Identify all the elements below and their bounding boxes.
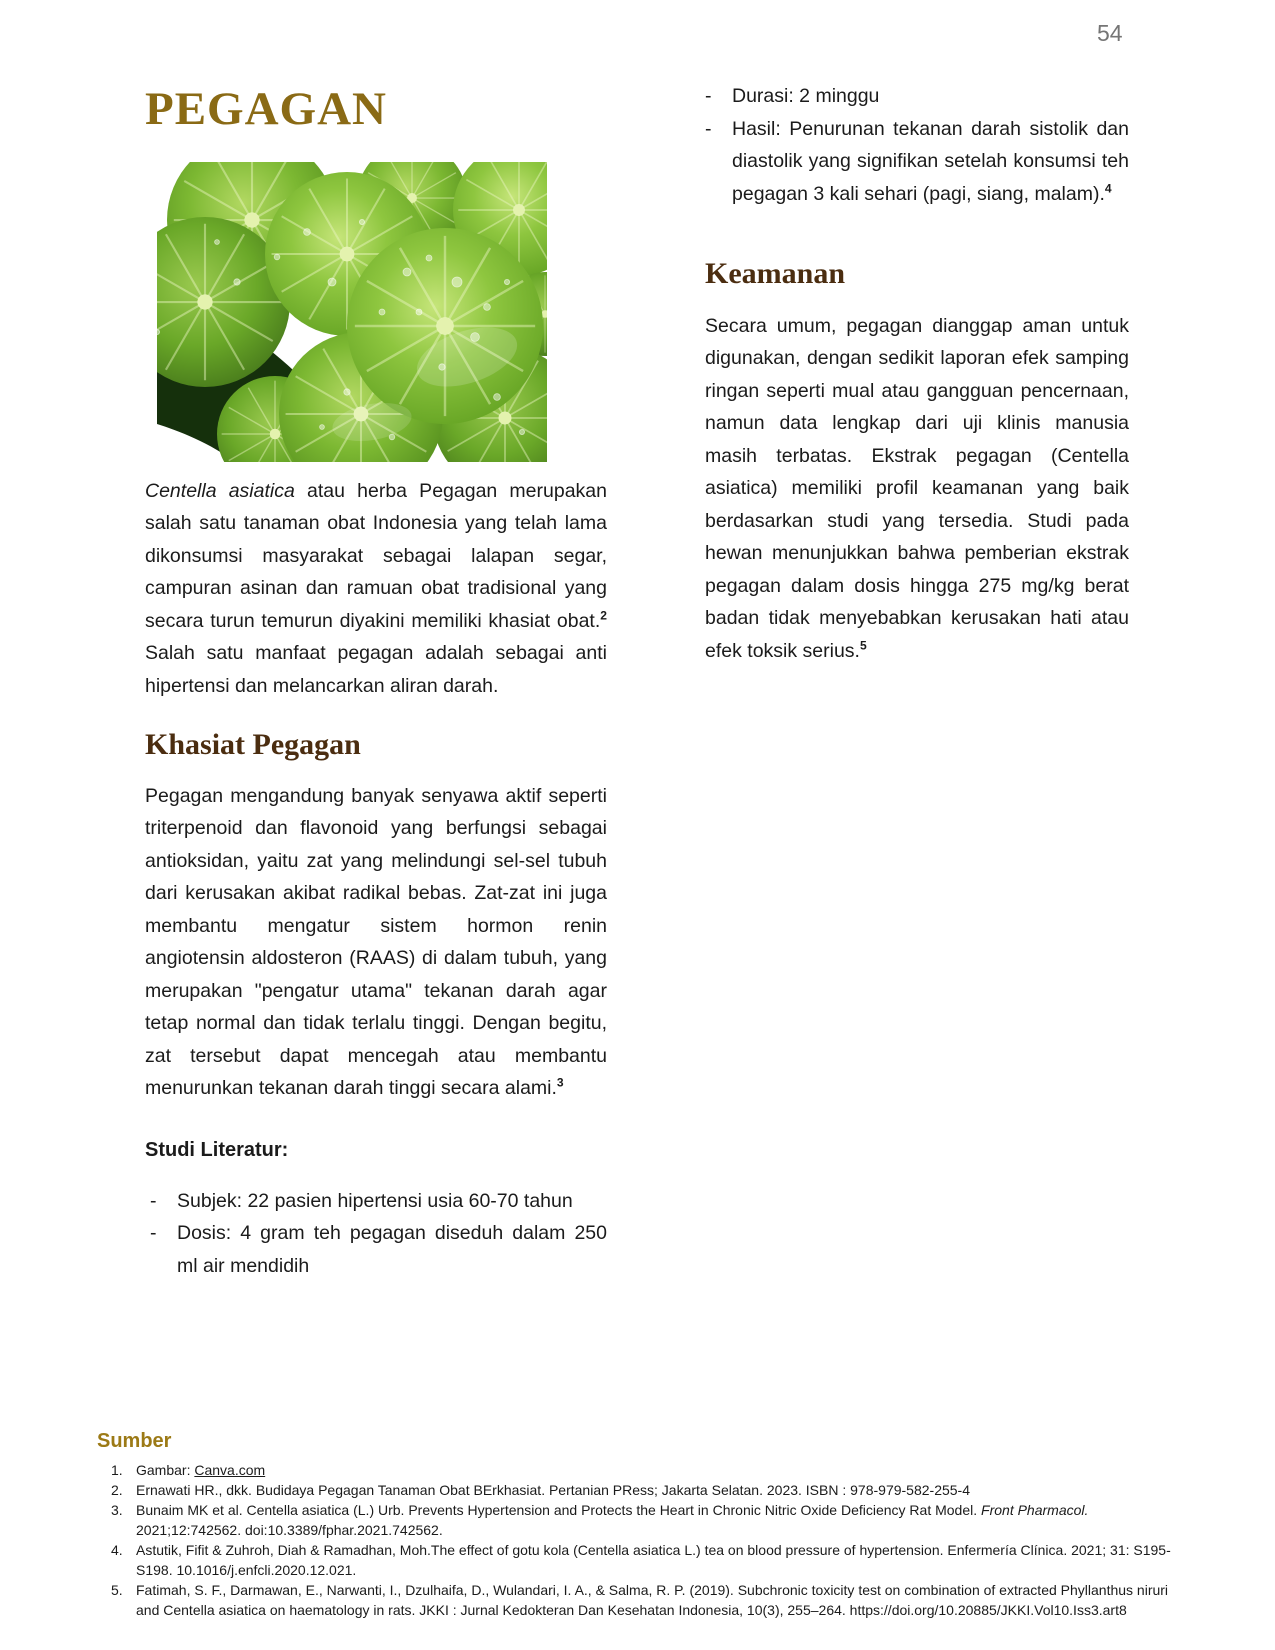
list-item-text: Hasil: Penurunan tekanan darah sistolik dan diastolik yang signifikan setelah konsumsi teh pegagan 3 kali sehari (pagi, siang, malam).$^4$ [732, 117, 1129, 205]
footnote-ref-4: 4 [1104, 181, 1112, 195]
hasil-list [705, 80, 1129, 210]
dash-bullet: - [705, 85, 712, 107]
intro-text-a: atau herba Pegagan merupakan salah satu tanaman obat Indonesia yang telah lama dikonsumsi masyarakat sebagai lalapan segar, campuran asinan dan ramuan obat tradisional yang secara turun temurun diyakini memiliki khasiat obat. [145, 479, 607, 632]
list-item [705, 113, 1129, 211]
page-title: PEGAGAN [145, 83, 387, 135]
keamanan-paragraph [705, 310, 1129, 668]
list-item [705, 80, 1129, 113]
heading-studi-literatur: Studi Literatur: [145, 1138, 289, 1161]
heading-khasiat: Khasiat Pegagan [145, 728, 361, 762]
dash-bullet: - [705, 117, 712, 140]
source-item [97, 1460, 1182, 1480]
source-number: 2. [111, 1482, 123, 1498]
intro-text-b: Salah satu manfaat pegagan adalah sebagai anti hipertensi dan melancarkan aliran darah. [145, 642, 607, 697]
dash-bullet: - [150, 1222, 157, 1245]
source-text: Bunaim MK et al. Centella asiatica (L.) Urb. Prevents Hypertension and Protects the Heart in Chronic Nitric Oxide Deficiency Rat Model. Front Pharmacol. 2021;12:742562. doi:10.3389/fphar.2021.742562. [136, 1502, 1089, 1538]
pegagan-leaves-image [157, 162, 547, 462]
list-item-text: Subjek: 22 pasien hipertensi usia 60-70 tahun [177, 1189, 573, 1212]
source-number: 3. [111, 1502, 123, 1518]
list-item-text: Durasi: 2 minggu [732, 85, 880, 107]
left-column [145, 84, 607, 1282]
source-item [97, 1480, 1182, 1500]
khasiat-text: Pegagan mengandung banyak senyawa aktif seperti triterpenoid dan flavonoid yang berfungsi sebagai antioksidan, yaitu zat yang melindungi sel-sel tubuh dari kerusakan akibat radikal bebas. Zat-zat ini juga membantu mengatur sistem hormon renin angiotensin aldosteron (RAAS) di dalam tubuh, yang merupakan "pengatur utama" tekanan darah agar tetap normal dan tidak terlalu tinggi. Dengan begitu, zat tersebut dapat mencegah atau membantu menurunkan tekanan darah tinggi secara alami. [145, 784, 607, 1100]
source-text: Fatimah, S. F., Darmawan, E., Narwanti, I., Dzulhaifa, D., Wulandari, I. A., & Salma, R. P. (2019). Subchronic toxicity test on combination of extracted Phyllanthus niruri and Centella asiatica on haematology in rats. JKKI : Jurnal Kedokteran Dan Kesehatan Indonesia, 10(3), 255–264. https://doi.org/10.20885/JKKI.Vol10.Iss3.art8 [136, 1582, 1169, 1618]
source-number: 1. [111, 1462, 123, 1478]
list-item [150, 1217, 607, 1282]
source-item [97, 1500, 1182, 1540]
list-item [150, 1185, 607, 1218]
intro-paragraph [145, 475, 607, 703]
source-item [97, 1540, 1182, 1580]
footnote-ref-5: 5 [859, 638, 867, 652]
source-item [97, 1580, 1182, 1620]
khasiat-paragraph [145, 780, 607, 1105]
source-text: Gambar: Canva.com [136, 1462, 266, 1478]
dash-bullet: - [150, 1189, 157, 1212]
heading-sumber: Sumber [97, 1430, 172, 1452]
source-number: 5. [111, 1582, 123, 1598]
latin-name: Centella asiatica [145, 479, 295, 502]
footnote-ref-2: 2 [600, 608, 607, 623]
pegagan-photo [157, 162, 547, 462]
source-number: 4. [111, 1542, 123, 1558]
source-text: Astutik, Fifit & Zuhroh, Diah & Ramadhan, Moh.The effect of gotu kola (Centella asiatica L.) tea on blood pressure of hypertension. Enfermería Clínica. 2021; 31: S195-S198. 10.1016/j.enfcli.2020.12.021. [136, 1542, 1171, 1578]
studi-list [145, 1185, 607, 1283]
right-column [705, 80, 1129, 667]
canva-link[interactable]: Canva.com [194, 1462, 266, 1478]
list-item-text: Dosis: 4 gram teh pegagan diseduh dalam 250 ml air mendidih [177, 1222, 607, 1277]
sources-section [97, 1430, 1182, 1620]
source-text: Ernawati HR., dkk. Budidaya Pegagan Tanaman Obat BErkhasiat. Pertanian PRess; Jakarta Selatan. 2023. ISBN : 978-979-582-255-4 [136, 1482, 971, 1498]
keamanan-text: Secara umum, pegagan dianggap aman untuk digunakan, dengan sedikit laporan efek samping ringan seperti mual atau gangguan pencernaan, namun data lengkap dari uji klinis manusia masih terbatas. Ekstrak pegagan (Centella asiatica) memiliki profil keamanan yang baik berdasarkan studi yang tersedia. Studi pada hewan menunjukkan bahwa pemberian ekstrak pegagan dalam dosis hingga 275 mg/kg berat badan tidak menyebabkan kerusakan hati atau efek toksik serius. [705, 314, 1129, 662]
footnote-ref-3: 3 [556, 1075, 564, 1090]
page-number: 54 [1097, 20, 1123, 46]
heading-keamanan: Keamanan [705, 257, 846, 290]
